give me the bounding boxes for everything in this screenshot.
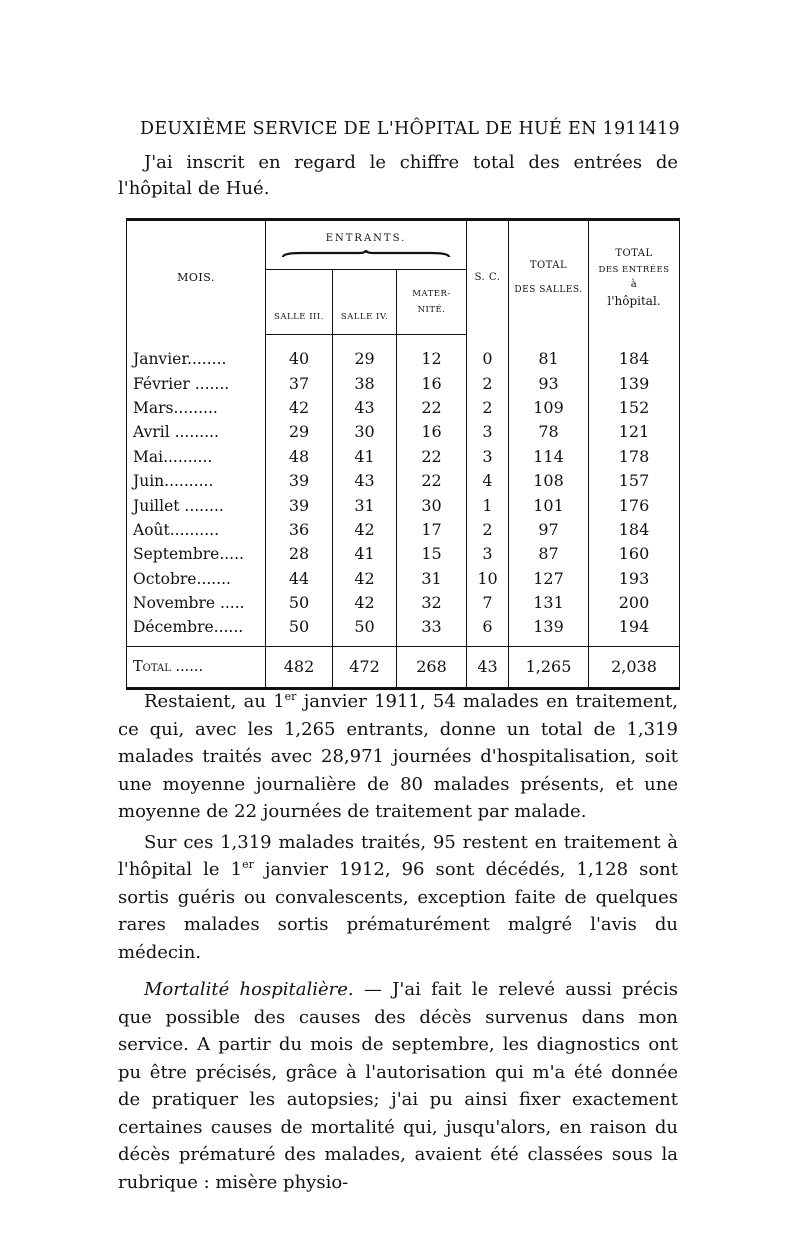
cell-salle-iv: 43 [333, 396, 397, 420]
cell-salle-iv: 38 [333, 371, 397, 395]
table-row [127, 445, 680, 469]
cell-sc: 0 [467, 335, 509, 372]
total-total-salles: 1,265 [509, 646, 589, 688]
table-row [127, 420, 680, 444]
cell-mois: Août.......... [133, 520, 220, 539]
cell-salle-iii: 48 [266, 445, 333, 469]
table-row [127, 542, 680, 566]
total-row [127, 646, 680, 688]
table-row [127, 469, 680, 493]
cell-sc: 2 [467, 518, 509, 542]
cell-sc: 3 [467, 420, 509, 444]
cell-maternite: 12 [397, 335, 467, 372]
table-row [127, 396, 680, 420]
brace-icon [281, 250, 451, 258]
cell-mois: Novembre ..... [133, 594, 245, 613]
cell-mois: Décembre...... [133, 618, 244, 637]
cell-total-salles: 78 [509, 420, 589, 444]
mortalite-heading: Mortalité hospitalière. [144, 979, 354, 1000]
header-total-salles [509, 220, 589, 335]
cell-total-salles: 93 [509, 371, 589, 395]
cell-maternite: 17 [397, 518, 467, 542]
cell-salle-iii: 50 [266, 615, 333, 646]
cell-salle-iv: 42 [333, 591, 397, 615]
cell-total-hopital: 194 [589, 615, 680, 646]
cell-total-hopital: 157 [589, 469, 680, 493]
p3-rest: — J'ai fait le relevé aussi précis que possible des causes des décès survenus dans mon service. A partir du mois de septembre, les diagnostics ont pu être précisés, grâce à l'autorisation qui m'a été donnée de pratiquer les autopsies; j'ai pu ainsi fixer exactement certaines causes de mortalité qui, jusqu'alors, en raison du décès prématuré des malades, avaient été classées sous la rubrique : misère physio- [118, 979, 678, 1193]
cell-total-hopital: 139 [589, 371, 680, 395]
header-total-salles-line1: TOTAL [529, 260, 568, 272]
cell-mois: Mai.......... [133, 447, 213, 466]
cell-maternite: 33 [397, 615, 467, 646]
table-row [127, 371, 680, 395]
table-body [127, 335, 680, 647]
cell-salle-iii: 37 [266, 371, 333, 395]
cell-sc: 2 [467, 396, 509, 420]
table-row [127, 335, 680, 372]
cell-total-hopital: 152 [589, 396, 680, 420]
cell-sc: 1 [467, 493, 509, 517]
admissions-table [126, 218, 680, 690]
cell-salle-iv: 41 [333, 542, 397, 566]
cell-salle-iii: 44 [266, 567, 333, 591]
cell-total-hopital: 160 [589, 542, 680, 566]
cell-salle-iv: 42 [333, 567, 397, 591]
cell-salle-iii: 29 [266, 420, 333, 444]
p1-sup: er [284, 690, 297, 703]
header-maternite [397, 270, 467, 335]
cell-salle-iii: 40 [266, 335, 333, 372]
cell-sc: 3 [467, 445, 509, 469]
cell-salle-iii: 36 [266, 518, 333, 542]
intro-paragraph [118, 150, 678, 202]
cell-mois: Janvier........ [133, 349, 227, 368]
cell-total-salles: 101 [509, 493, 589, 517]
p2-before: Sur ces 1,319 malades traités, 95 restent en traitement à l'hôpital le 1 [118, 831, 678, 880]
cell-maternite: 15 [397, 542, 467, 566]
page-number: 419 [645, 119, 680, 139]
header-salle-iii: SALLE III. [266, 270, 333, 335]
cell-mois: Septembre..... [133, 545, 244, 564]
cell-sc: 6 [467, 615, 509, 646]
total-total-hopital: 2,038 [589, 646, 680, 688]
header-mois: MOIS. [177, 271, 215, 285]
p1-before: Restaient, au 1 [144, 691, 285, 712]
header-total-salles-line2: DES SALLES. [514, 285, 583, 296]
cell-total-hopital: 193 [589, 567, 680, 591]
cell-salle-iii: 28 [266, 542, 333, 566]
cell-total-hopital: 200 [589, 591, 680, 615]
header-total-entrees [589, 220, 680, 335]
p1-after: janvier 1911, 54 malades en traitement, ce qui, avec les 1,265 entrants, donne un total de 1,319 malades traités avec 28,971 journées d'hospitalisation, soit une moyenne journalière de 80 malades présents, et une moyenne de 22 journées de traitement par malade. [118, 691, 678, 822]
body-text [118, 688, 678, 1199]
cell-maternite: 22 [397, 396, 467, 420]
header-entrants-label: ENTRANTS. [325, 232, 407, 244]
table-row [127, 567, 680, 591]
cell-total-salles: 109 [509, 396, 589, 420]
cell-salle-iv: 29 [333, 335, 397, 372]
table-row [127, 615, 680, 646]
cell-salle-iii: 42 [266, 396, 333, 420]
cell-maternite: 16 [397, 371, 467, 395]
cell-sc: 10 [467, 567, 509, 591]
header-sc: S. C. [467, 220, 509, 335]
header-maternite-line1: MATER- [412, 289, 451, 299]
cell-salle-iii: 39 [266, 469, 333, 493]
cell-total-salles: 81 [509, 335, 589, 372]
cell-mois: Octobre....... [133, 569, 231, 588]
cell-salle-iv: 42 [333, 518, 397, 542]
cell-maternite: 31 [397, 567, 467, 591]
cell-total-hopital: 184 [589, 335, 680, 372]
header-entrants [266, 220, 467, 270]
cell-sc: 3 [467, 542, 509, 566]
table-row [127, 493, 680, 517]
cell-total-salles: 127 [509, 567, 589, 591]
p2-after: janvier 1912, 96 sont décédés, 1,128 sont sortis guéris ou convalescents, exception faite de quelques rares malades sortis prématurément malgré l'avis du médecin. [118, 859, 678, 963]
cell-salle-iii: 39 [266, 493, 333, 517]
paragraph-sur-ces [118, 829, 678, 967]
cell-total-salles: 108 [509, 469, 589, 493]
cell-total-hopital: 121 [589, 420, 680, 444]
table-row [127, 518, 680, 542]
header-total-entrees-line3: à [630, 278, 638, 290]
cell-maternite: 16 [397, 420, 467, 444]
cell-total-salles: 131 [509, 591, 589, 615]
cell-maternite: 32 [397, 591, 467, 615]
header-total-entrees-line1: TOTAL [615, 247, 653, 259]
header-total-entrees-line4: l'hôpital. [607, 293, 661, 308]
cell-mois: Juillet ........ [133, 496, 224, 515]
cell-maternite: 30 [397, 493, 467, 517]
paragraph-restaient [118, 688, 678, 826]
cell-mois: Juin.......... [133, 472, 214, 491]
cell-maternite: 22 [397, 469, 467, 493]
cell-total-hopital: 176 [589, 493, 680, 517]
cell-sc: 4 [467, 469, 509, 493]
cell-salle-iv: 30 [333, 420, 397, 444]
cell-salle-iv: 50 [333, 615, 397, 646]
cell-total-salles: 114 [509, 445, 589, 469]
total-sc: 43 [467, 646, 509, 688]
cell-mois: Février ....... [133, 374, 230, 393]
p2-sup: er [242, 858, 254, 871]
intro-text: J'ai inscrit en regard le chiffre total des entrées de l'hôpital de Hué. [118, 152, 678, 199]
running-head [140, 118, 680, 140]
header-salle-iv: SALLE IV. [333, 270, 397, 335]
total-maternite: 268 [397, 646, 467, 688]
cell-salle-iv: 31 [333, 493, 397, 517]
paragraph-mortalite [118, 976, 678, 1196]
cell-salle-iv: 41 [333, 445, 397, 469]
cell-salle-iii: 50 [266, 591, 333, 615]
cell-total-hopital: 184 [589, 518, 680, 542]
running-title: DEUXIÈME SERVICE DE L'HÔPITAL DE HUÉ EN 1911. [140, 119, 655, 139]
cell-total-salles: 87 [509, 542, 589, 566]
cell-mois: Mars......... [133, 398, 218, 417]
cell-sc: 2 [467, 371, 509, 395]
cell-total-salles: 139 [509, 615, 589, 646]
cell-sc: 7 [467, 591, 509, 615]
cell-salle-iv: 43 [333, 469, 397, 493]
total-label: Total ...... [127, 646, 266, 688]
header-total-entrees-line2: DES ENTRÉES [598, 264, 670, 275]
cell-total-hopital: 178 [589, 445, 680, 469]
table-row [127, 591, 680, 615]
cell-total-salles: 97 [509, 518, 589, 542]
cell-maternite: 22 [397, 445, 467, 469]
total-salle-iv: 472 [333, 646, 397, 688]
total-salle-iii: 482 [266, 646, 333, 688]
cell-mois: Avril ......... [133, 423, 219, 442]
header-maternite-line2: NITÉ. [417, 305, 446, 315]
